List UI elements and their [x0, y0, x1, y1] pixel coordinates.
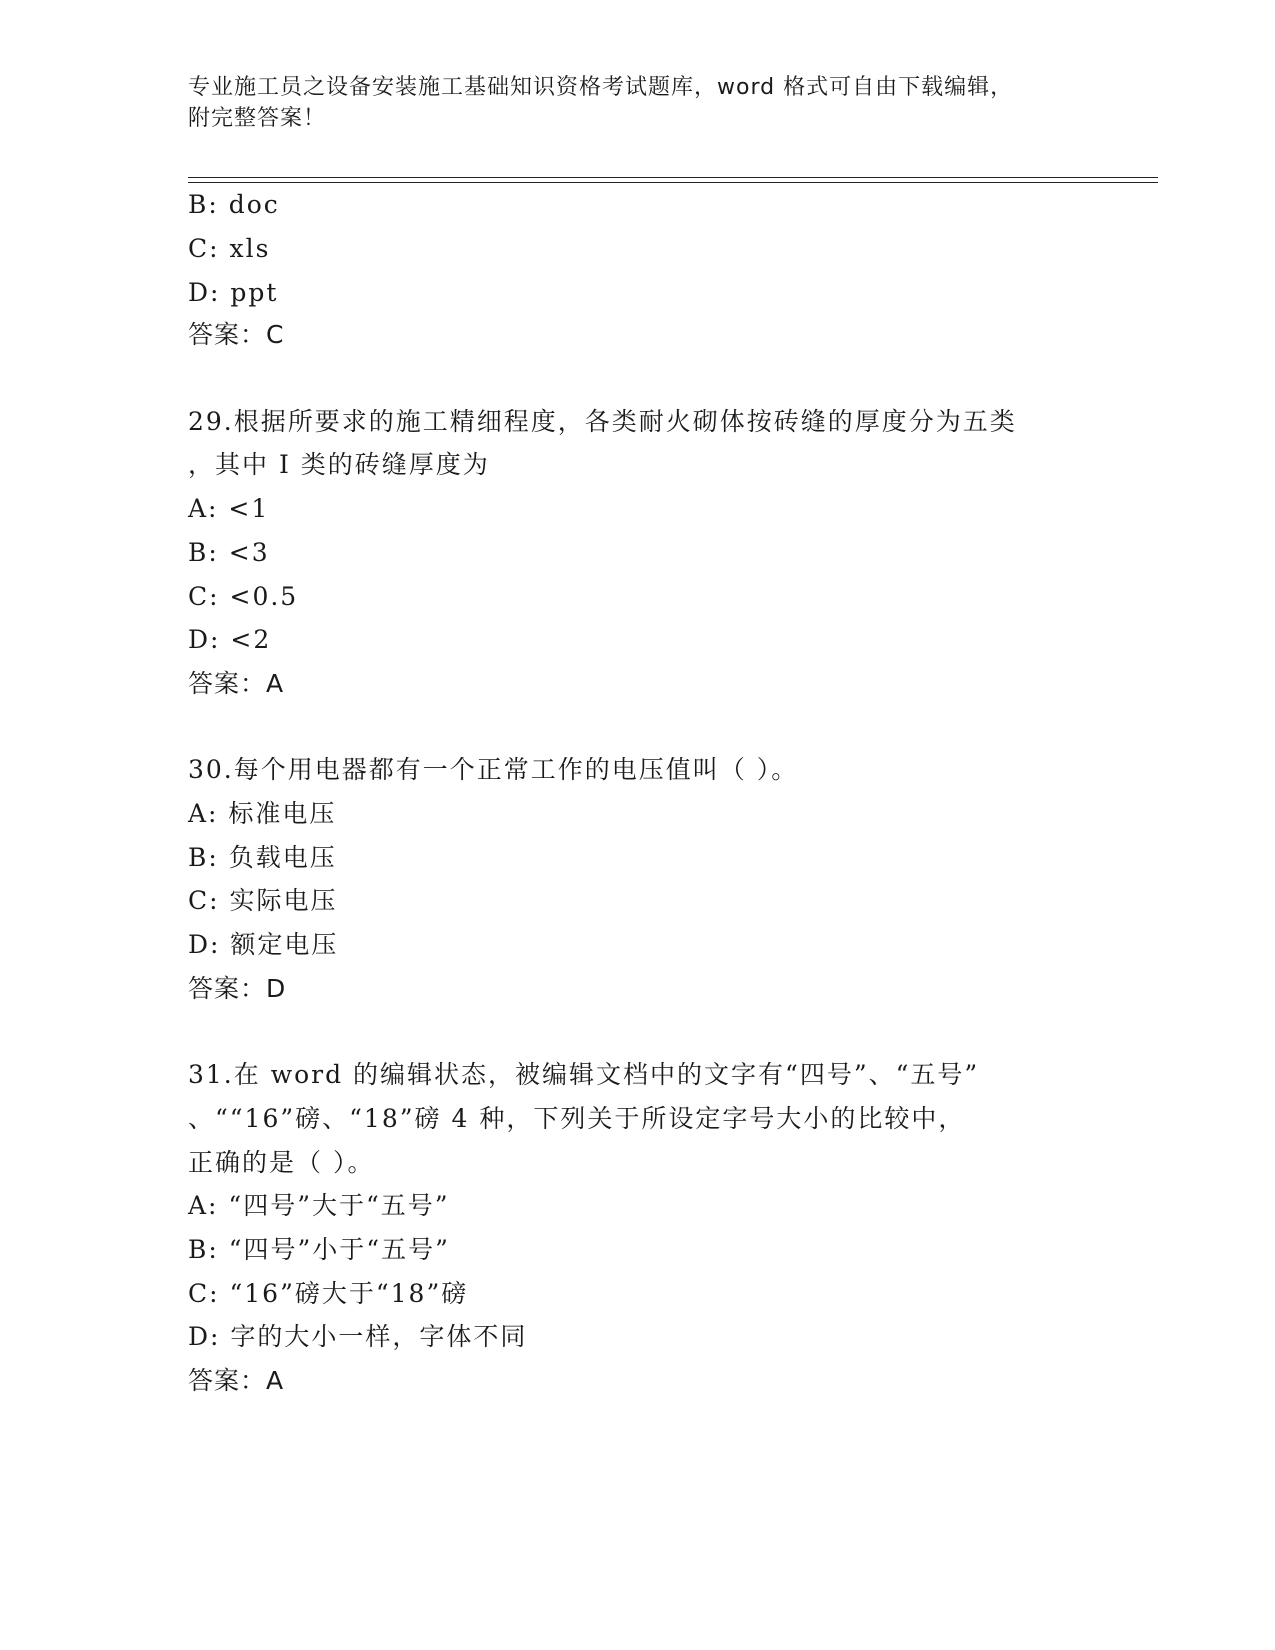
- header-divider-bottom: [188, 182, 1158, 183]
- prev-option-b: B: doc: [188, 190, 280, 219]
- header-line-1: 专业施工员之设备安装施工基础知识资格考试题库，word 格式可自由下载编辑，: [188, 75, 1014, 100]
- q31-answer: 答案：A: [188, 1366, 285, 1395]
- q30-answer: 答案：D: [188, 974, 287, 1003]
- q31-stem-line-1: 31.在 word 的编辑状态，被编辑文档中的文字有“四号”、“五号”: [188, 1060, 980, 1089]
- q31-stem-line-3: 正确的是（ ）。: [188, 1148, 375, 1177]
- q30-stem-line-1: 30.每个用电器都有一个正常工作的电压值叫（ ）。: [188, 755, 799, 784]
- q30-option-a: A: 标准电压: [188, 799, 337, 828]
- prev-answer: 答案：C: [188, 320, 285, 349]
- q31-option-d: D: 字的大小一样，字体不同: [188, 1322, 528, 1351]
- q29-option-d: D: <2: [188, 625, 272, 654]
- q30-option-b: B: 负载电压: [188, 843, 337, 872]
- header-divider-top: [188, 177, 1158, 178]
- q29-option-c: C: <0.5: [188, 582, 299, 611]
- q31-stem-line-2: 、““16”磅、“18”磅 4 种，下列关于所设定字号大小的比较中，: [188, 1104, 966, 1133]
- q29-option-b: B: <3: [188, 538, 270, 567]
- q30-option-d: D: 额定电压: [188, 930, 339, 959]
- q29-answer: 答案：A: [188, 669, 285, 698]
- header-line-2: 附完整答案！: [188, 106, 327, 131]
- prev-option-c: C: xls: [188, 234, 271, 263]
- q31-option-a: A: “四号”大于“五号”: [188, 1191, 450, 1220]
- prev-option-d: D: ppt: [188, 278, 279, 307]
- document-header: [188, 72, 1068, 134]
- q29-stem-line-1: 29.根据所要求的施工精细程度，各类耐火砌体按砖缝的厚度分为五类: [188, 407, 1017, 436]
- q31-option-c: C: “16”磅大于“18”磅: [188, 1279, 469, 1308]
- q31-option-b: B: “四号”小于“五号”: [188, 1235, 450, 1264]
- q29-option-a: A: <1: [188, 494, 270, 523]
- q30-option-c: C: 实际电压: [188, 886, 338, 915]
- q29-stem-line-2: ，其中 I 类的砖缝厚度为: [188, 450, 490, 479]
